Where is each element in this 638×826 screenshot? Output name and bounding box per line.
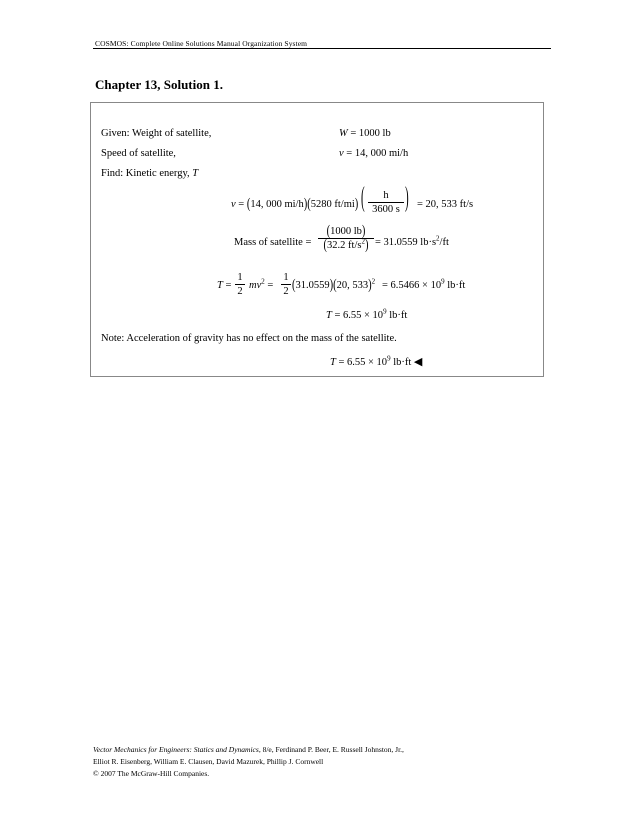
ke-rounded-main: = 6.55 × 10 (334, 310, 384, 321)
header-rule (93, 48, 551, 49)
ke-lhs (217, 280, 231, 291)
mass-frac-den: (32.2 $ft/s^2$) (323, 237, 369, 254)
ke-result-unit: lb·ft (447, 280, 466, 291)
given-weight-label: Given: Weight of satellite, (101, 128, 212, 139)
answer-marker-icon: ◀ (413, 356, 423, 368)
find-text: Find: Kinetic energy, (101, 168, 190, 179)
ke-equals-2: = (267, 280, 274, 291)
ke-v-exp: 2 (371, 277, 376, 286)
ke-half-2-num: 1 (283, 272, 289, 283)
mass-frac-num: (1000 lb) (326, 223, 366, 240)
weight-variable: W (339, 128, 348, 139)
answer-variable: T (330, 357, 336, 368)
ke-mv-term (249, 277, 274, 291)
mass-denominator-exp: 2 (361, 237, 365, 246)
ke-half-2-den: 2 (283, 286, 289, 297)
note-text: Note: Acceleration of gravity has no effect on the mass of the satellite. (101, 333, 397, 344)
mass-label: Mass of satellite = (234, 237, 312, 248)
mass-result-unit: /ft (439, 237, 449, 248)
ke-half-1-num: 1 (237, 272, 243, 283)
ke-m-value: 31.0559 (295, 280, 330, 291)
ke-equals: = (225, 280, 232, 291)
speed-value: = 14, 000 mi/h (346, 148, 409, 159)
given-weight-value (339, 128, 391, 139)
given-speed-value (339, 148, 408, 159)
footer-line-2: Elliot R. Eisenberg, William E. Clausen, David Mazurek, Phillip J. Cornwell (93, 757, 324, 766)
footer-line-1 (93, 745, 404, 754)
answer-unit: lb·ft (393, 357, 412, 368)
ke-result-exp: 9 (441, 277, 445, 286)
mass-result (375, 234, 449, 248)
ke-rounded (326, 307, 408, 321)
velocity-lhs: v (231, 199, 236, 210)
mass-numerator: 1000 lb (330, 226, 362, 237)
ke-v-value: 20, 533 (336, 280, 369, 291)
chapter-title: Chapter 13, Solution 1. (95, 77, 223, 92)
velocity-frac-den: 3600 s (372, 204, 400, 215)
velocity-equation: v = (14, 000 mi/h)(5280 ft/mi) (231, 196, 359, 213)
velocity-frac-num: h (383, 190, 389, 201)
answer-main: = 6.55 × 10 (338, 357, 388, 368)
velocity-term1: 14, 000 mi/h (250, 199, 304, 210)
ke-half-1-den: 2 (237, 286, 243, 297)
speed-variable: v (339, 148, 344, 159)
footer-authors-1: , 8/e, Ferdinand P. Beer, E. Russell Johnston, Jr., (258, 745, 404, 754)
final-answer (330, 355, 422, 368)
find-variable: T (192, 168, 199, 179)
ke-half-1 (235, 272, 245, 297)
footer-copyright: © 2007 The McGraw-Hill Companies. (93, 769, 210, 778)
velocity-fraction (368, 190, 404, 215)
ke-rounded-unit: lb·ft (389, 310, 408, 321)
ke-variable: T (217, 280, 223, 291)
ke-half-2 (281, 272, 291, 297)
document-header: COSMOS: Complete Online Solutions Manual Organization System (95, 39, 308, 48)
mass-denominator: 32.2 ft/s (327, 240, 362, 251)
velocity-term2: 5280 ft/mi (310, 199, 355, 210)
mass-result-exp: 2 (436, 234, 440, 243)
find-label (101, 168, 198, 179)
answer-exp: 9 (387, 354, 391, 363)
mass-fraction (318, 223, 374, 254)
ke-mv: mv (249, 280, 262, 291)
ke-rounded-variable: T (326, 310, 332, 321)
footer-book-title: Vector Mechanics for Engineers: Statics and Dynamics (93, 745, 259, 754)
velocity-equals: = (238, 199, 245, 210)
ke-result-main: = 6.5466 × 10 (382, 280, 442, 291)
velocity-result: = 20, 533 ft/s (417, 199, 474, 210)
ke-mv-exp: 2 (261, 277, 265, 286)
given-speed-label: Speed of satellite, (101, 148, 176, 159)
ke-result (382, 277, 466, 291)
weight-value: = 1000 lb (350, 128, 391, 139)
ke-substitution: (31.0559)(20, 533)$^2$ (292, 277, 376, 294)
mass-result-main: = 31.0559 lb·s (375, 237, 437, 248)
ke-rounded-exp: 9 (383, 307, 387, 316)
